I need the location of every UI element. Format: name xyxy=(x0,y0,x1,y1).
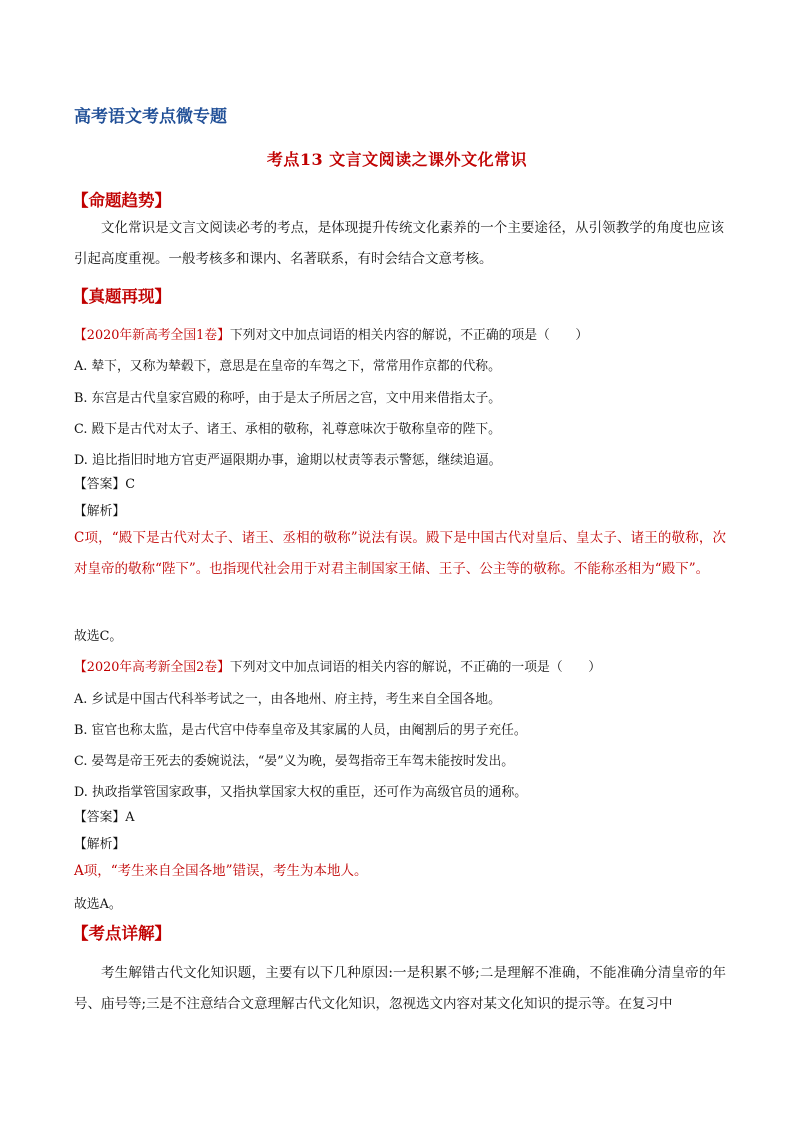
detail-paragraph: 考生解错古代文化知识题，主要有以下几种原因:一是积累不够;二是理解不准确，不能准确分清皇帝的年号、庙号等;三是不注意结合文意理解古代文化知识，忽视选文内容对某文化知识的提示等。在复习中 xyxy=(74,965,726,1012)
question-2-option-a: A. 乡试是中国古代科举考试之一，由各地州、府主持，考生来自全国各地。 xyxy=(74,692,501,707)
question-1-analysis-label: 【解析】 xyxy=(74,504,126,519)
question-2-source: 【2020年高考新全国2卷】 xyxy=(74,660,230,675)
question-2-analysis: A项，“考生来自全国各地”错误，考生为本地人。 xyxy=(74,863,368,879)
series-title: 高考语文考点微专题 xyxy=(74,107,227,127)
question-1-option-b: B. 东宫是古代皇家宫殿的称呼，由于是太子所居之宫，文中用来借指太子。 xyxy=(74,391,502,406)
question-2-option-d: D. 执政指掌管国家政事，又指执掌国家大权的重臣，还可作为高级官员的通称。 xyxy=(74,785,528,800)
question-2-stem: 下列对文中加点词语的相关内容的解说，不正确的一项是（ ） xyxy=(229,660,601,675)
question-2-analysis-label: 【解析】 xyxy=(74,837,126,852)
question-1-stem-line xyxy=(74,324,734,343)
real-questions-heading: 【真题再现】 xyxy=(72,287,171,306)
question-2-answer: 【答案】A xyxy=(74,810,135,825)
document-title: 考点13 文言文阅读之课外文化常识 xyxy=(266,150,528,169)
question-1-answer: 【答案】C xyxy=(74,477,135,492)
detail-heading: 【考点详解】 xyxy=(72,924,171,943)
question-2-option-c: C. 晏驾是帝王死去的委婉说法，“晏”义为晚，晏驾指帝王车驾未能按时发出。 xyxy=(74,754,515,769)
question-2-stem-line xyxy=(74,656,734,675)
trend-heading: 【命题趋势】 xyxy=(72,191,171,210)
question-2-conclusion: 故选A。 xyxy=(74,897,122,912)
question-1-option-c: C. 殿下是古代对太子、诸王、承相的敬称，礼尊意味次于敬称皇帝的陛下。 xyxy=(74,422,501,437)
question-1-option-d: D. 追比指旧时地方官吏严逼限期办事，逾期以杖责等表示警惩，继续追逼。 xyxy=(74,453,502,468)
trend-paragraph: 文化常识是文言文阅读必考的考点，是体现提升传统文化素养的一个主要途径，从引领教学的角度也应该引起高度重视。一般考核多和课内、名著联系，有时会结合文意考核。 xyxy=(74,220,724,267)
question-1-source: 【2020年新高考全国1卷】 xyxy=(74,328,230,343)
question-1-stem: 下列对文中加点词语的相关内容的解说，不正确的项是（ ） xyxy=(229,328,589,343)
question-1-option-a: A. 辇下，又称为辇毂下，意思是在皇帝的车驾之下，常常用作京都的代称。 xyxy=(74,359,501,374)
question-1-conclusion: 故选C。 xyxy=(74,629,123,644)
question-2-option-b: B. 宦官也称太监，是古代宫中侍奉皇帝及其家属的人员，由阉割后的男子充任。 xyxy=(74,723,527,738)
question-1-analysis: C项，“殿下是古代对太子、诸王、丞相的敬称”说法有误。殿下是中国古代对皇后、皇太子、诸王的敬称，次对皇帝的敬称“陛下”。也指现代社会用于对君主制国家王储、王子、公主等的敬称。不能称丞相为“殿下”。 xyxy=(74,530,726,577)
